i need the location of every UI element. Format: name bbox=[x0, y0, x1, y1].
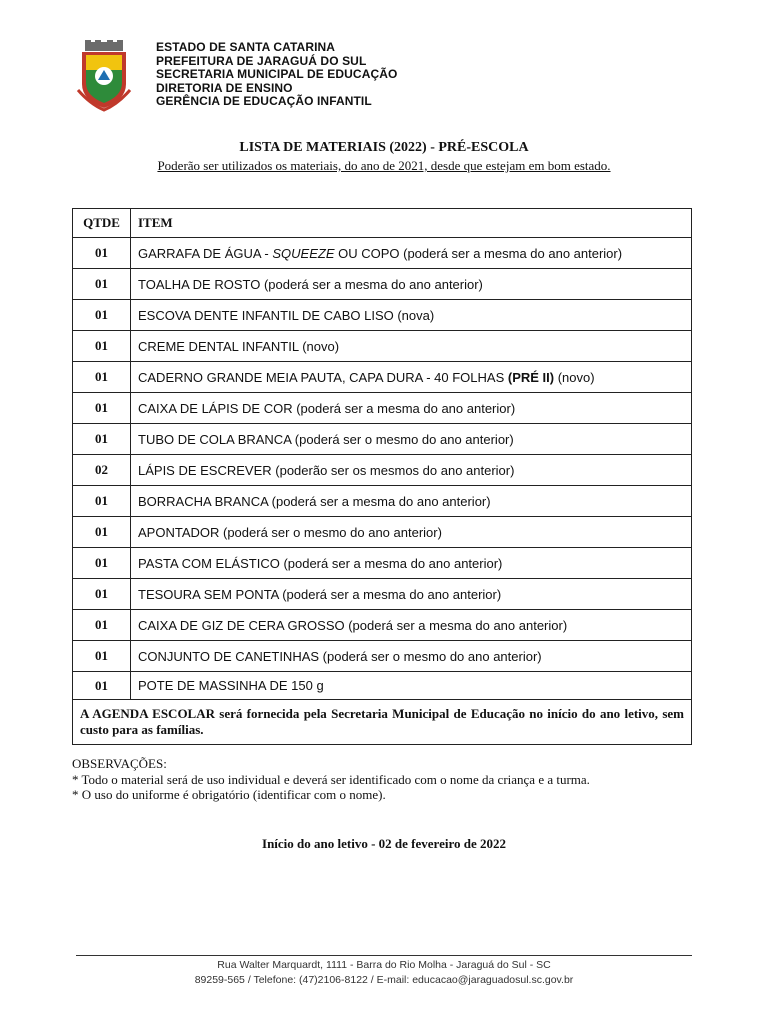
row-item bbox=[131, 238, 692, 269]
item-text-part: (novo) bbox=[554, 369, 595, 385]
school-year-start: Início do ano letivo - 02 de fevereiro de 2022 bbox=[262, 836, 506, 851]
row-qtde: 01 bbox=[73, 517, 131, 548]
table-row bbox=[73, 610, 692, 641]
row-qtde: 01 bbox=[73, 548, 131, 579]
observation-item: * O uso do uniforme é obrigatório (identificar com o nome). bbox=[72, 787, 386, 802]
row-qtde: 01 bbox=[73, 579, 131, 610]
row-item: CONJUNTO DE CANETINHAS (poderá ser o mesmo do ano anterior) bbox=[131, 641, 692, 672]
table-row bbox=[73, 238, 692, 269]
table-row bbox=[73, 641, 692, 672]
row-qtde: 01 bbox=[73, 393, 131, 424]
letterhead bbox=[76, 40, 696, 120]
table-row bbox=[73, 579, 692, 610]
table-row bbox=[73, 424, 692, 455]
table-header-row bbox=[73, 209, 692, 238]
row-qtde: 01 bbox=[73, 641, 131, 672]
footer-address: Rua Walter Marquardt, 1111 - Barra do Rio Molha - Jaraguá do Sul - SC bbox=[217, 959, 551, 971]
item-text-part: GARRAFA DE ÁGUA - bbox=[138, 245, 273, 261]
observation-item: * Todo o material será de uso individual e deverá ser identificado com o nome da criança e a turma. bbox=[72, 771, 590, 787]
item-text-bold: (PRÉ II) bbox=[507, 369, 555, 385]
observations bbox=[72, 756, 590, 803]
agenda-note-row bbox=[73, 700, 692, 745]
header-line-directorate: DIRETORIA DE ENSINO bbox=[156, 80, 293, 95]
row-qtde: 01 bbox=[73, 672, 131, 700]
row-item: CREME DENTAL INFANTIL (novo) bbox=[131, 331, 692, 362]
row-item bbox=[131, 362, 692, 393]
agenda-note: A AGENDA ESCOLAR será fornecida pela Secretaria Municipal de Educação no início do ano letivo, sem custo para as famílias. bbox=[73, 700, 692, 745]
row-item: TUBO DE COLA BRANCA (poderá ser o mesmo do ano anterior) bbox=[131, 424, 692, 455]
row-qtde: 02 bbox=[73, 455, 131, 486]
document-subtitle bbox=[0, 158, 768, 174]
row-qtde: 01 bbox=[73, 362, 131, 393]
row-qtde: 01 bbox=[73, 331, 131, 362]
column-header-item: ITEM bbox=[131, 209, 692, 238]
row-qtde: 01 bbox=[73, 269, 131, 300]
header-line-management: GERÊNCIA DE EDUCAÇÃO INFANTIL bbox=[156, 94, 372, 109]
header-line-state: ESTADO DE SANTA CATARINA bbox=[156, 40, 336, 54]
row-item: BORRACHA BRANCA (poderá ser a mesma do ano anterior) bbox=[131, 486, 692, 517]
footer-contact: 89259-565 / Telefone: (47)2106-8122 / E-mail: educacao@jaraguadosul.sc.gov.br bbox=[194, 974, 574, 986]
row-item: POTE DE MASSINHA DE 150 g bbox=[131, 672, 692, 700]
footer-divider bbox=[76, 955, 692, 956]
row-qtde: 01 bbox=[73, 610, 131, 641]
municipal-coat-of-arms bbox=[76, 40, 132, 112]
table-row bbox=[73, 672, 692, 700]
row-item: APONTADOR (poderá ser o mesmo do ano anterior) bbox=[131, 517, 692, 548]
row-item: CAIXA DE GIZ DE CERA GROSSO (poderá ser a mesma do ano anterior) bbox=[131, 610, 692, 641]
table-row bbox=[73, 517, 692, 548]
row-item: TESOURA SEM PONTA (poderá ser a mesma do ano anterior) bbox=[131, 579, 692, 610]
table-row bbox=[73, 362, 692, 393]
header-line-prefecture: PREFEITURA DE JARAGUÁ DO SUL bbox=[156, 53, 367, 68]
column-header-qtde: QTDE bbox=[73, 209, 131, 238]
document-title: LISTA DE MATERIAIS (2022) - PRÉ-ESCOLA bbox=[239, 140, 529, 155]
row-item: TOALHA DE ROSTO (poderá ser a mesma do ano anterior) bbox=[131, 269, 692, 300]
item-text-part: CADERNO GRANDE MEIA PAUTA, CAPA DURA - 40 FOLHAS bbox=[138, 369, 508, 385]
table-row bbox=[73, 300, 692, 331]
row-qtde: 01 bbox=[73, 486, 131, 517]
subtitle-text: Poderão ser utilizados os materiais, do ano de 2021, desde que estejam em bom estado. bbox=[157, 158, 611, 173]
item-text-part: OU COPO (poderá ser a mesma do ano anterior) bbox=[334, 245, 623, 261]
materials-table bbox=[72, 208, 692, 745]
row-item: LÁPIS DE ESCREVER (poderão ser os mesmos do ano anterior) bbox=[131, 455, 692, 486]
row-item: PASTA COM ELÁSTICO (poderá ser a mesma do ano anterior) bbox=[131, 548, 692, 579]
table-row bbox=[73, 548, 692, 579]
footer bbox=[0, 958, 768, 988]
row-qtde: 01 bbox=[73, 238, 131, 269]
item-text-italic: SQUEEZE bbox=[272, 245, 335, 261]
table-row bbox=[73, 269, 692, 300]
header-line-secretariat: SECRETARIA MUNICIPAL DE EDUCAÇÃO bbox=[156, 67, 398, 82]
row-qtde: 01 bbox=[73, 300, 131, 331]
table-row bbox=[73, 393, 692, 424]
observations-heading: OBSERVAÇÕES: bbox=[72, 756, 167, 771]
table-row bbox=[73, 486, 692, 517]
row-item: ESCOVA DENTE INFANTIL DE CABO LISO (nova) bbox=[131, 300, 692, 331]
table-row bbox=[73, 455, 692, 486]
row-item: CAIXA DE LÁPIS DE COR (poderá ser a mesma do ano anterior) bbox=[131, 393, 692, 424]
table-row bbox=[73, 331, 692, 362]
row-qtde: 01 bbox=[73, 424, 131, 455]
